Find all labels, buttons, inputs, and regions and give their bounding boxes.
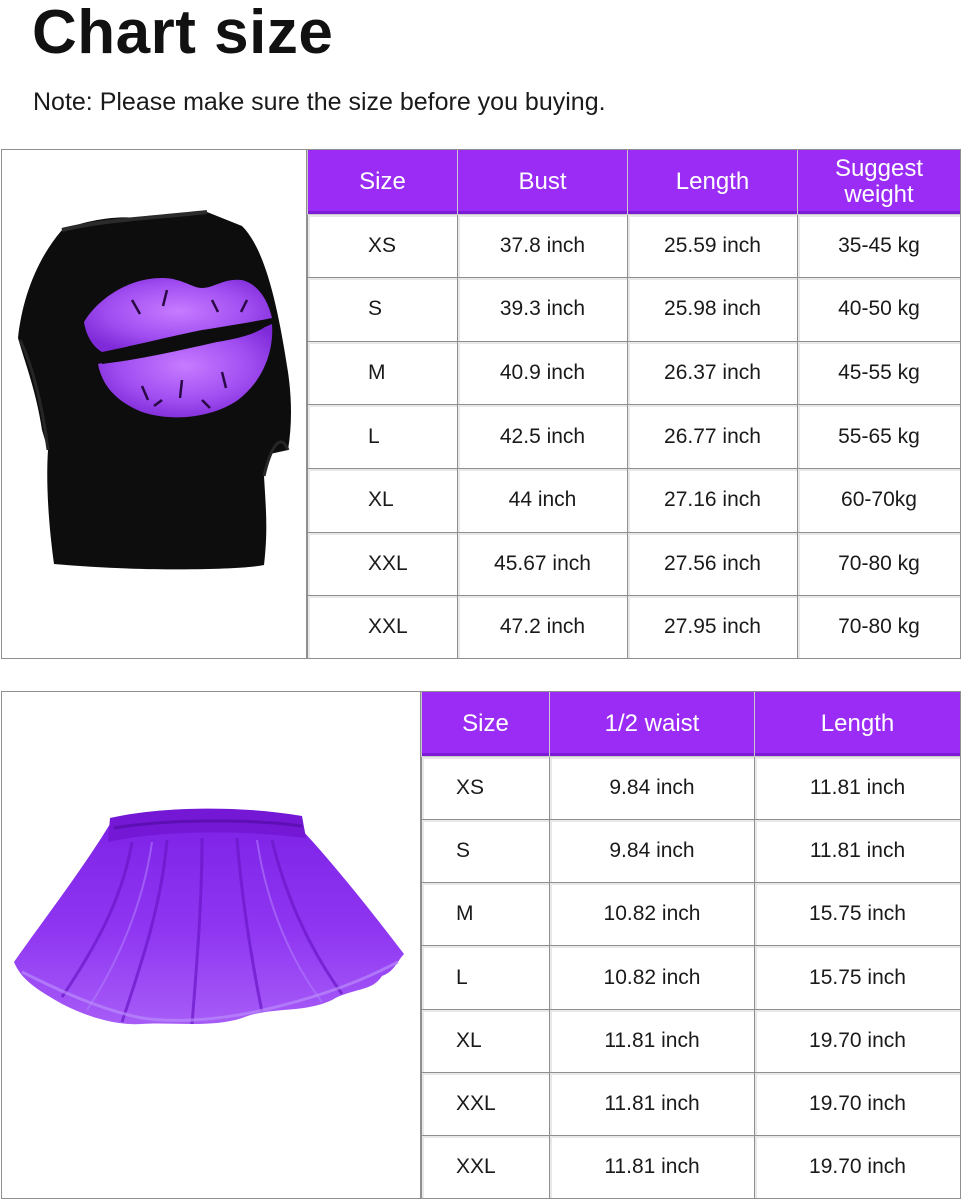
weight-cell: 40-50 kg: [798, 278, 961, 342]
bust-cell: 45.67 inch: [458, 532, 628, 596]
length-cell: 11.81 inch: [755, 819, 961, 882]
weight-cell: 45-55 kg: [798, 341, 961, 405]
weight-cell: 60-70kg: [798, 468, 961, 532]
bust-cell: 44 inch: [458, 468, 628, 532]
weight-cell: 55-65 kg: [798, 405, 961, 469]
table-row: [422, 1009, 961, 1072]
column-header: Length: [628, 150, 798, 214]
size-cell: M: [308, 341, 458, 405]
size-cell: S: [308, 278, 458, 342]
shirt-image: [2, 150, 307, 658]
table-row: [308, 468, 961, 532]
table-header-row: [422, 692, 961, 756]
length-cell: 27.16 inch: [628, 468, 798, 532]
length-cell: 15.75 inch: [755, 946, 961, 1009]
size-cell: M: [422, 883, 550, 946]
lips-tshirt-illustration: [2, 150, 306, 657]
size-cell: XL: [422, 1009, 550, 1072]
half-waist-cell: 10.82 inch: [550, 883, 755, 946]
page-title: Chart size: [32, 0, 334, 67]
table-row: [422, 946, 961, 1009]
table-row: [308, 532, 961, 596]
length-cell: 25.98 inch: [628, 278, 798, 342]
table-header-row: [308, 150, 961, 214]
half-waist-cell: 9.84 inch: [550, 819, 755, 882]
weight-cell: 70-80 kg: [798, 596, 961, 658]
length-cell: 27.56 inch: [628, 532, 798, 596]
size-cell: XXL: [308, 532, 458, 596]
size-cell: L: [308, 405, 458, 469]
skirt-image: [2, 692, 421, 1198]
bust-cell: 37.8 inch: [458, 214, 628, 278]
length-cell: 26.77 inch: [628, 405, 798, 469]
table-row: [308, 341, 961, 405]
weight-cell: 70-80 kg: [798, 532, 961, 596]
shirt-size-panel: [1, 149, 961, 659]
column-header: 1/2 waist: [550, 692, 755, 756]
bust-cell: 47.2 inch: [458, 596, 628, 658]
length-cell: 19.70 inch: [755, 1136, 961, 1198]
column-header: Size: [308, 150, 458, 214]
length-cell: 25.59 inch: [628, 214, 798, 278]
size-note: Note: Please make sure the size before you buying.: [33, 88, 606, 116]
size-cell: XXL: [422, 1073, 550, 1136]
shirt-size-table: [307, 150, 960, 658]
skirt-size-panel: [1, 691, 961, 1199]
table-row: [422, 883, 961, 946]
table-row: [422, 819, 961, 882]
skirt-size-table: [421, 692, 960, 1198]
length-cell: 11.81 inch: [755, 756, 961, 819]
length-cell: 26.37 inch: [628, 341, 798, 405]
half-waist-cell: 9.84 inch: [550, 756, 755, 819]
length-cell: 19.70 inch: [755, 1009, 961, 1072]
size-cell: XL: [308, 468, 458, 532]
table-row: [422, 756, 961, 819]
half-waist-cell: 11.81 inch: [550, 1073, 755, 1136]
table-row: [308, 278, 961, 342]
size-cell: L: [422, 946, 550, 1009]
size-cell: XXL: [308, 596, 458, 658]
weight-cell: 35-45 kg: [798, 214, 961, 278]
size-cell: S: [422, 819, 550, 882]
size-cell: XXL: [422, 1136, 550, 1198]
table-row: [422, 1073, 961, 1136]
length-cell: 19.70 inch: [755, 1073, 961, 1136]
table-row: [308, 596, 961, 658]
size-cell: XS: [422, 756, 550, 819]
half-waist-cell: 11.81 inch: [550, 1009, 755, 1072]
length-cell: 27.95 inch: [628, 596, 798, 658]
bust-cell: 39.3 inch: [458, 278, 628, 342]
table-row: [308, 405, 961, 469]
column-header: Length: [755, 692, 961, 756]
table-row: [308, 214, 961, 278]
half-waist-cell: 10.82 inch: [550, 946, 755, 1009]
size-cell: XS: [308, 214, 458, 278]
table-row: [422, 1136, 961, 1198]
length-cell: 15.75 inch: [755, 883, 961, 946]
column-header: Bust: [458, 150, 628, 214]
column-header: Size: [422, 692, 550, 756]
bust-cell: 42.5 inch: [458, 405, 628, 469]
half-waist-cell: 11.81 inch: [550, 1136, 755, 1198]
bust-cell: 40.9 inch: [458, 341, 628, 405]
tutu-skirt-illustration: [2, 692, 420, 1197]
column-header: Suggest weight: [798, 150, 961, 214]
